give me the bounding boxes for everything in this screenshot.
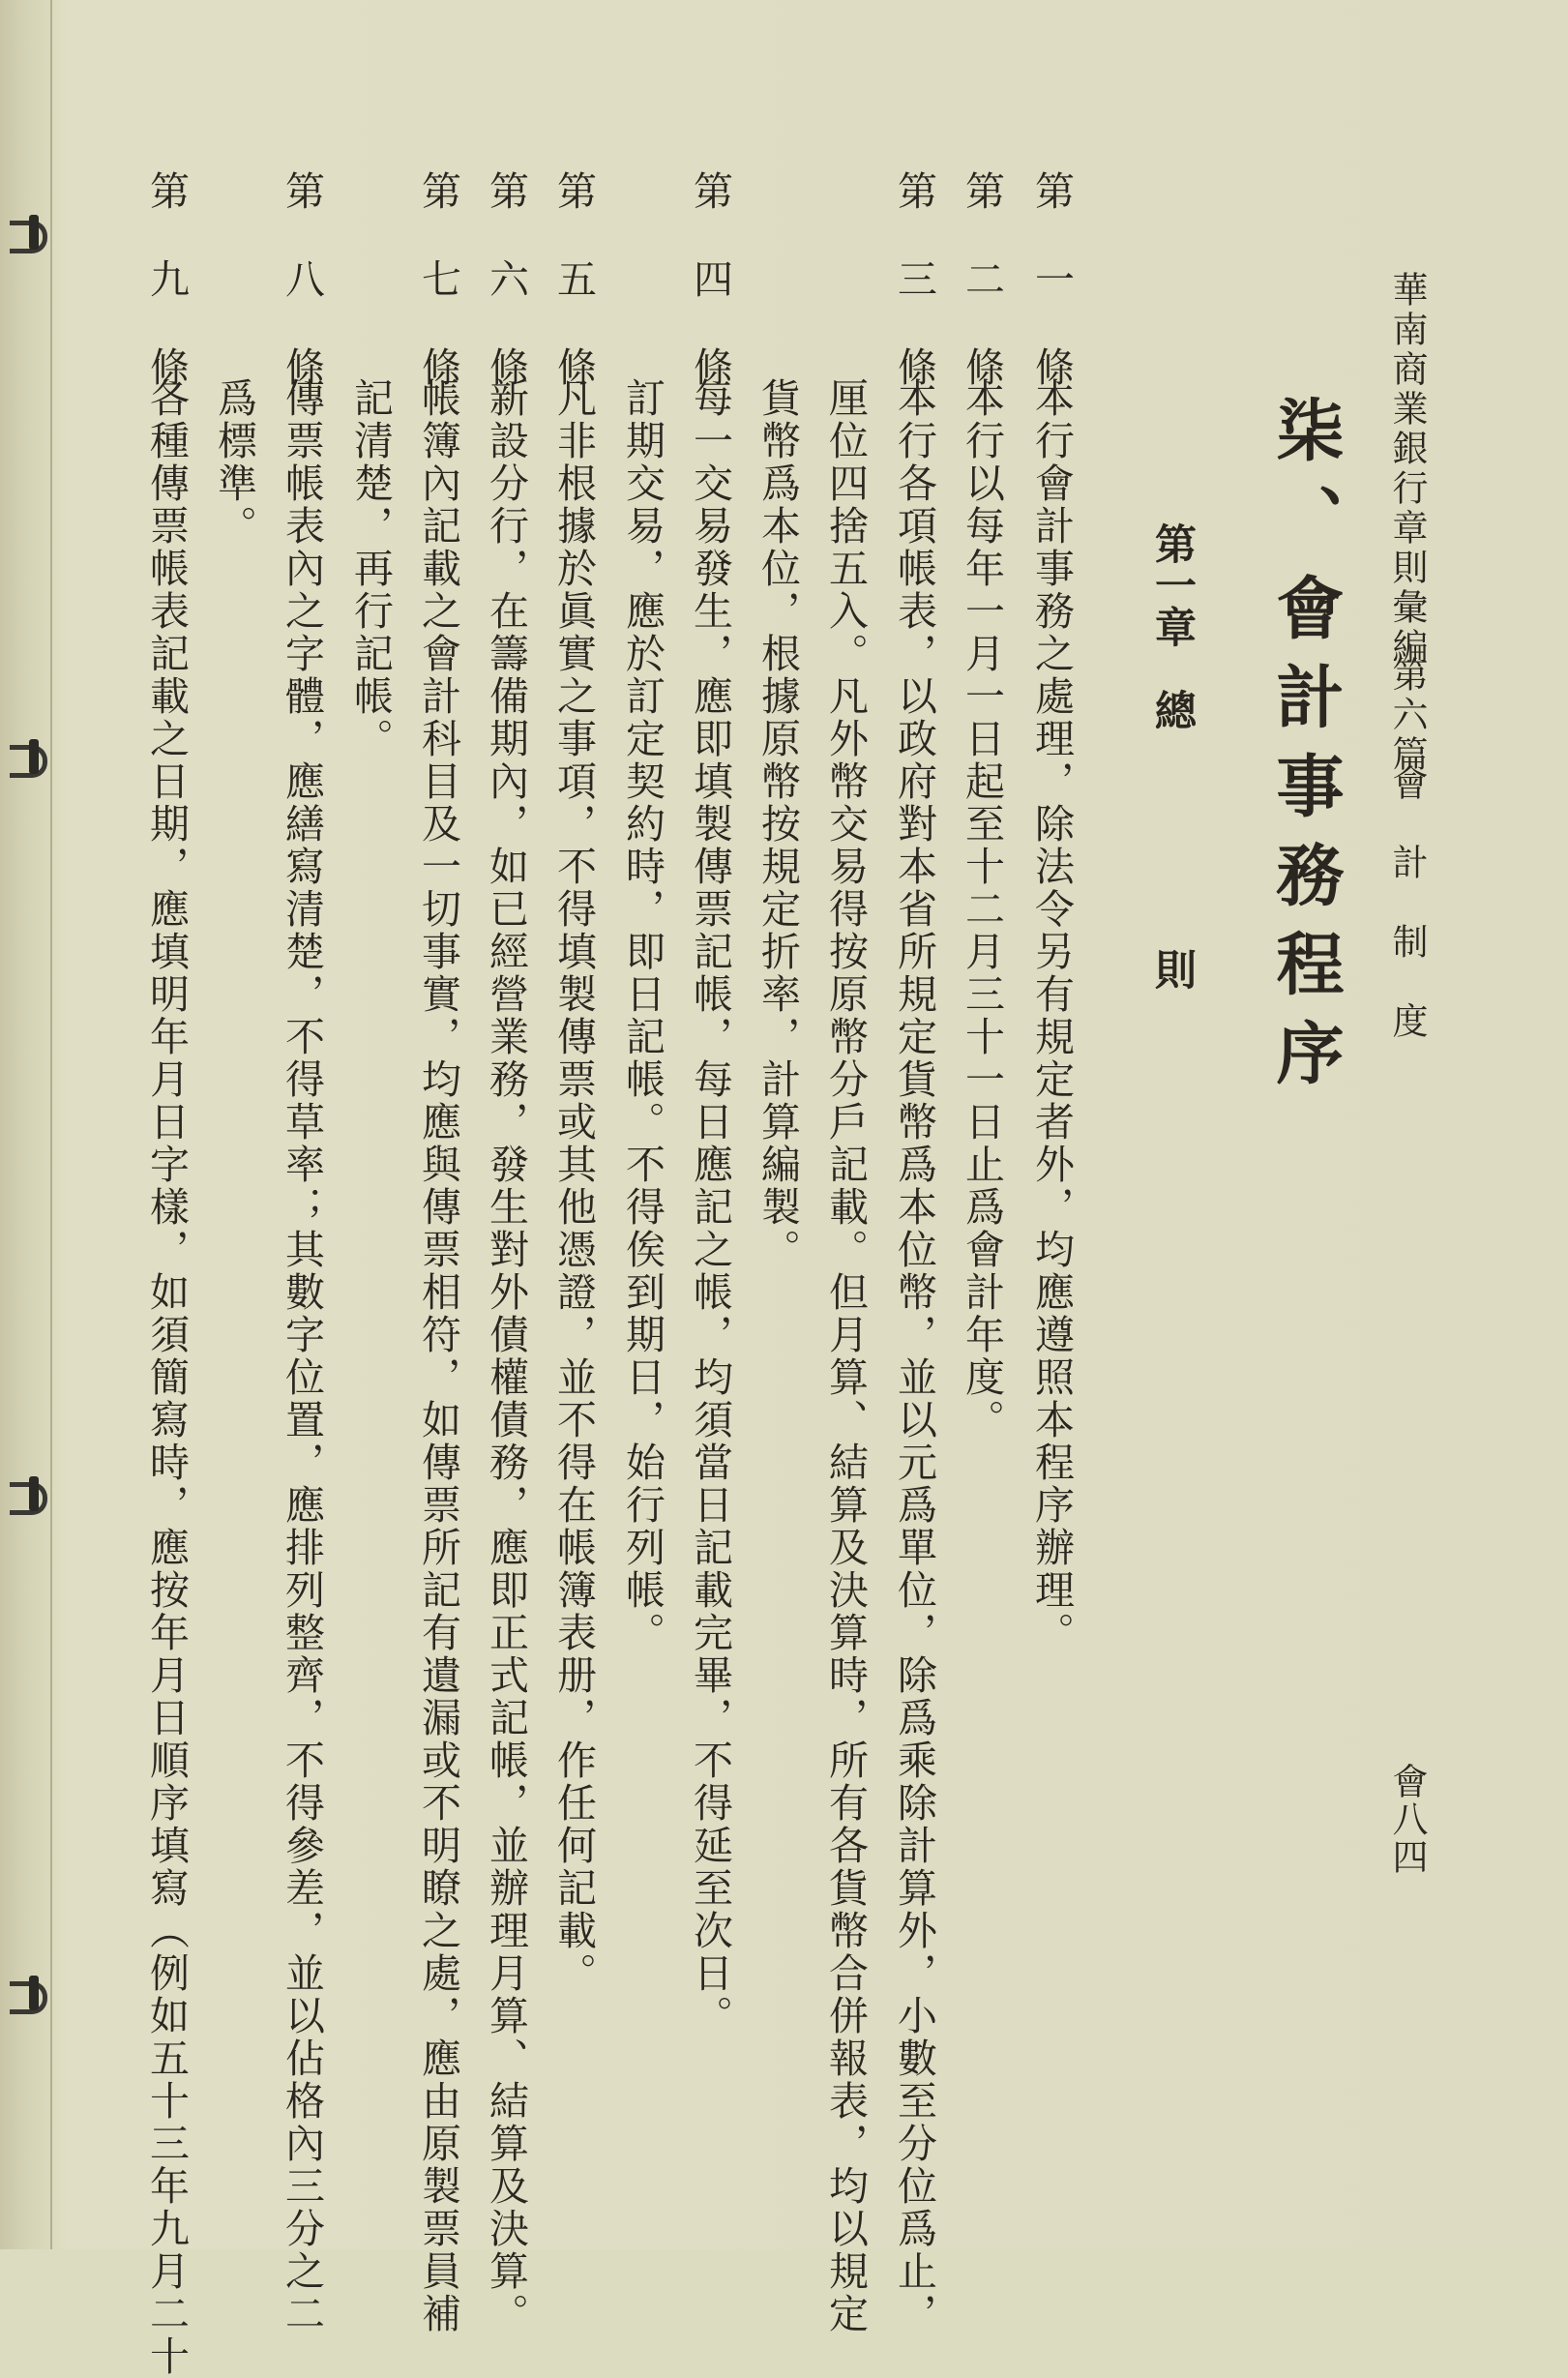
article-text-continued: 記清楚，再行記帳。: [347, 377, 394, 760]
chapter-name: 總: [1148, 689, 1197, 730]
article-text: 傳票帳表內之字體，應繕寫清楚，不得草率；其數字位置，應排列整齊，不得參差，並以佔格內三分之二: [279, 377, 325, 2335]
running-header-subject: 會 計 制 度: [1386, 764, 1428, 1042]
article-label: 第六條: [483, 170, 529, 434]
article-text-continued: 訂期交易，應於訂定契約時，即日記帳。不得俟到期日，始行列帳。: [619, 377, 666, 1654]
article-label: 第一條: [1028, 170, 1075, 434]
article-text-continued: 貨幣爲本位，根據原幣按規定折率，計算編製。: [754, 377, 801, 1271]
article-text: 凡非根據於眞實之事項，不得填製傳票或其他憑證，並不得在帳簿表册，作任何記載。: [550, 377, 597, 1995]
binding-knot: [29, 1476, 39, 1511]
article-text: 本行各項帳表，以政府對本省所規定貨幣爲本位幣，並以元爲單位，除爲乘除計算外，小數至分位爲止，: [891, 377, 937, 2335]
article-text-continued: 厘位四捨五入。凡外幣交易得按原幣分戶記載。但月算、結算及決算時，所有各貨幣合併報表，均以規定: [822, 377, 869, 2335]
binding-knot: [29, 739, 39, 774]
article-text: 本行會計事務之處理，除法令另有規定者外，均應遵照本程序辦理。: [1028, 377, 1075, 1654]
running-header-book-title: 華南商業銀行章則彙編: [1386, 271, 1428, 668]
article-text: 本行以每年一月一日起至十二月三十一日止爲會計年度。: [959, 377, 1005, 1442]
article-label: 第四條: [687, 170, 733, 434]
article-label: 第九條: [143, 170, 190, 434]
article-label: 第七條: [415, 170, 461, 434]
page-number: 會八四: [1386, 1763, 1428, 1876]
article-text-continued: 爲標準。: [211, 377, 257, 548]
article-label: 第二條: [959, 170, 1005, 434]
binding-knot: [29, 1976, 39, 2010]
article-text: 各種傳票帳表記載之日期，應填明年月日字樣，如須簡寫時，應按年月日順序填寫（例如五十三年九月二十: [143, 377, 190, 2378]
article-text: 帳簿內記載之會計科目及一切事實，均應與傳票相符，如傳票所記有遺漏或不明瞭之處，應由原製票員補: [415, 377, 461, 2335]
binding-edge: [50, 0, 52, 2249]
binding-knot: [29, 215, 39, 250]
article-text: 新設分行，在籌備期內，如已經營業務，發生對外債權債務，應即正式記帳，並辦理月算、結算及決算。: [483, 377, 529, 2335]
article-label: 第三條: [891, 170, 937, 434]
article-label: 第五條: [550, 170, 597, 434]
running-header-section: 第六篇: [1386, 656, 1428, 775]
article-label: 第八條: [279, 170, 325, 434]
chapter-number: 第一章: [1148, 522, 1197, 647]
article-text: 每一交易發生，應即填製傳票記帳，每日應記之帳，均須當日記載完畢，不得延至次日。: [687, 377, 733, 2037]
chapter-name-2: 則: [1148, 948, 1197, 990]
section-title: 柒、會計事務程序: [1265, 395, 1346, 1107]
